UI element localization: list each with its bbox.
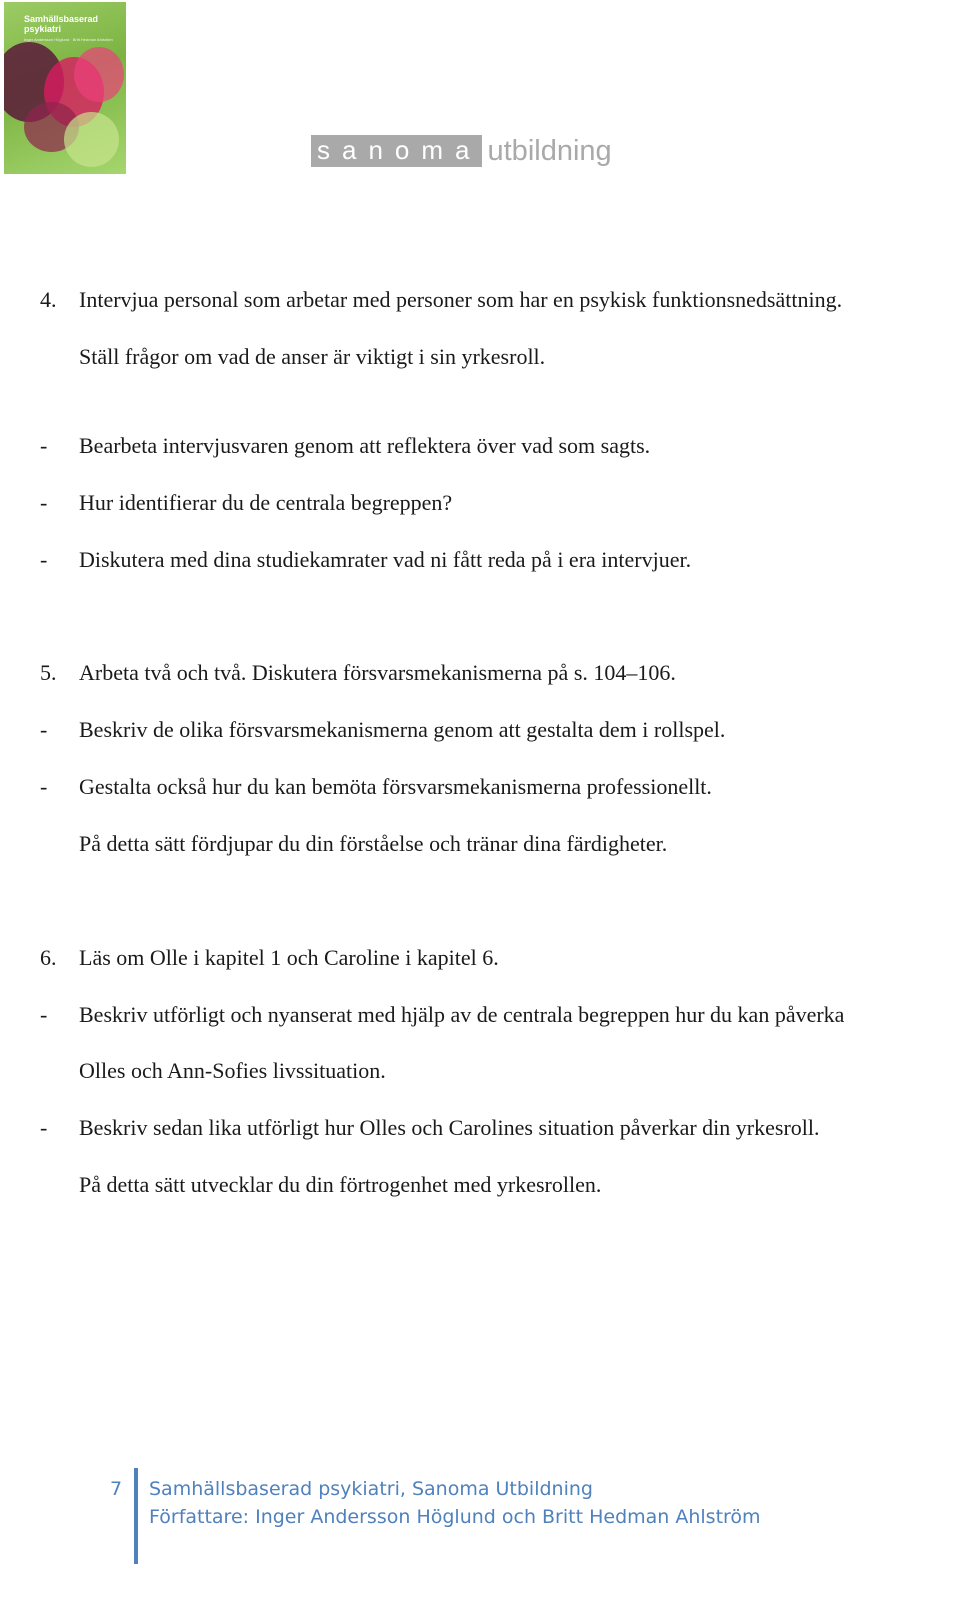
line-text: Arbeta två och två. Diskutera försvarsmekanismerna på s. 104–106. (79, 660, 676, 685)
sanoma-utbildning-logo (311, 136, 612, 166)
line-text: Gestalta också hur du kan bemöta försvarsmekanismerna professionellt. (79, 774, 712, 799)
line-text: Beskriv de olika försvarsmekanismerna genom att gestalta dem i rollspel. (79, 717, 726, 742)
list-marker: - (40, 1002, 48, 1027)
line-text: Intervjua personal som arbetar med personer som har en psykisk funktionsnedsättning. (79, 287, 843, 312)
footer-divider (134, 1468, 138, 1564)
page-number: 7 (110, 1478, 123, 1500)
list-marker: - (40, 547, 48, 572)
list-marker: 6. (40, 945, 57, 970)
cover-title: Samhällsbaserad psykiatri (24, 14, 99, 34)
list-marker: - (40, 433, 48, 458)
logo-word: utbildning (487, 135, 612, 167)
line-text: Bearbeta intervjusvaren genom att reflektera över vad som sagts. (79, 433, 651, 458)
line-text: Olles och Ann-Sofies livssituation. (79, 1058, 386, 1083)
list-marker: - (40, 1115, 48, 1140)
line-text: På detta sätt utvecklar du din förtrogenhet med yrkesrollen. (79, 1172, 602, 1197)
list-marker: - (40, 717, 48, 742)
list-marker: 5. (40, 660, 57, 685)
line-text: Beskriv sedan lika utförligt hur Olles och Carolines situation påverkar din yrkesroll. (79, 1115, 820, 1140)
footer-line-1: Samhällsbaserad psykiatri, Sanoma Utbildning (149, 1478, 593, 1500)
line-text: Diskutera med dina studiekamrater vad ni fått reda på i era intervjuer. (79, 547, 692, 572)
line-text: Beskriv utförligt och nyanserat med hjälp av de centrala begreppen hur du kan påverka (79, 1002, 845, 1027)
list-marker: 4. (40, 287, 57, 312)
cover-subtitle: Inger Andersson Höglund · Britt Hedman Ahlström (24, 37, 113, 42)
book-cover-image (4, 2, 126, 174)
list-marker: - (40, 774, 48, 799)
logo-brand: sanoma (311, 135, 482, 167)
line-text: På detta sätt fördjupar du din förståelse och tränar dina färdigheter. (79, 831, 668, 856)
line-text: Ställ frågor om vad de anser är viktigt i sin yrkesroll. (79, 344, 546, 369)
footer-line-2: Författare: Inger Andersson Höglund och Britt Hedman Ahlström (149, 1506, 761, 1528)
list-marker: - (40, 490, 48, 515)
line-text: Läs om Olle i kapitel 1 och Caroline i kapitel 6. (79, 945, 499, 970)
line-text: Hur identifierar du de centrala begreppen? (79, 490, 453, 515)
